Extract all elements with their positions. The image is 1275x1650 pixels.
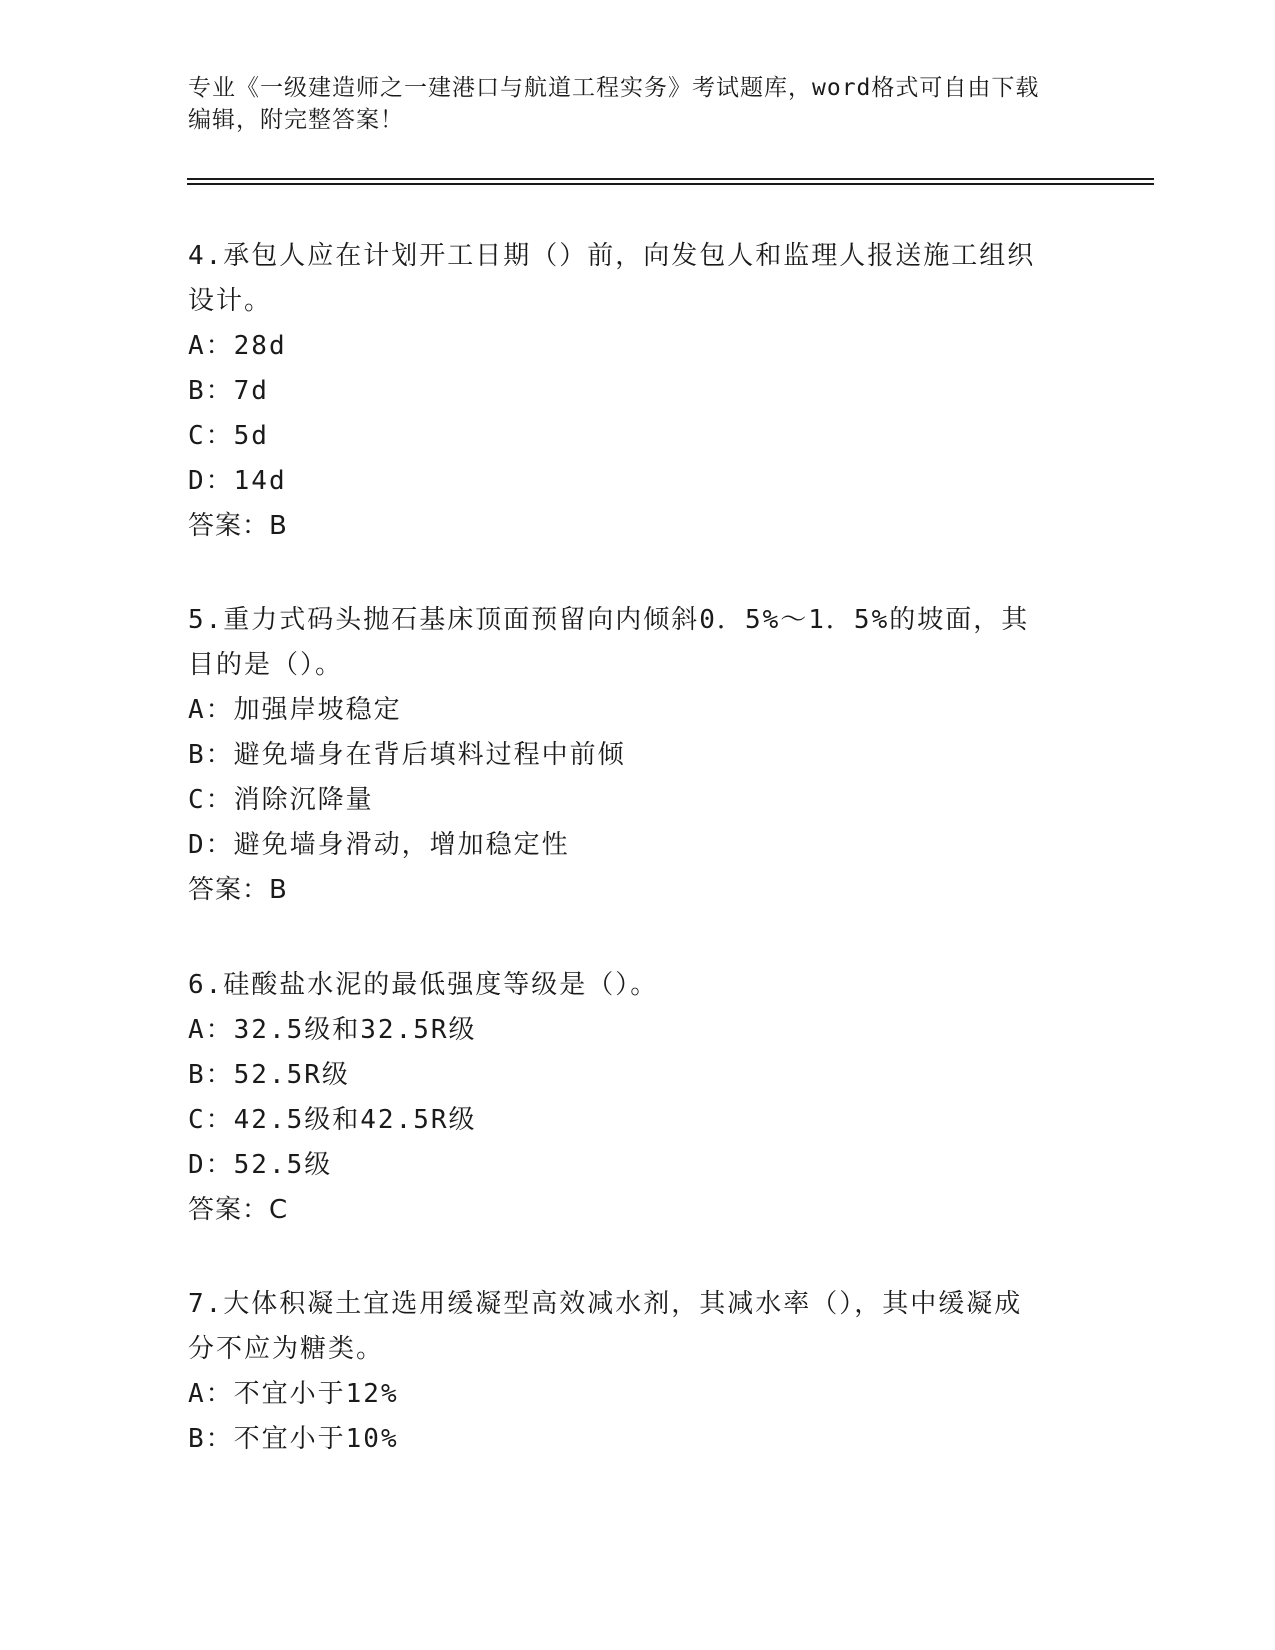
option-a: A：28d xyxy=(188,331,287,361)
header-divider-top xyxy=(187,178,1154,180)
option-b: B：避免墙身在背后填料过程中前倾 xyxy=(188,740,626,770)
question-5 xyxy=(188,598,1068,913)
answer: 答案：C xyxy=(188,1195,289,1225)
answer: 答案：B xyxy=(188,511,288,541)
header-line-2: 编辑，附完整答案！ xyxy=(188,107,404,133)
option-d: D：52.5级 xyxy=(188,1150,333,1180)
question-7 xyxy=(188,1282,1068,1462)
header-line-1: 专业《一级建造师之一建港口与航道工程实务》考试题库，word格式可自由下载 xyxy=(188,75,1040,101)
option-c: C：42.5级和42.5R级 xyxy=(188,1105,477,1135)
question-4 xyxy=(188,234,1068,549)
option-c: C：消除沉降量 xyxy=(188,785,374,815)
question-text-line-2: 分不应为糖类。 xyxy=(188,1334,385,1364)
option-b: B：52.5R级 xyxy=(188,1060,350,1090)
question-text-line-2: 设计。 xyxy=(188,286,273,316)
answer: 答案：B xyxy=(188,875,288,905)
question-6 xyxy=(188,963,1068,1233)
option-d: D：14d xyxy=(188,466,287,496)
header-divider-bottom xyxy=(187,183,1154,185)
question-text-line-1: 7.大体积凝土宜选用缓凝型高效减水剂，其减水率（），其中缓凝成 xyxy=(188,1289,1023,1319)
option-a: A：加强岸坡稳定 xyxy=(188,695,402,725)
option-d: D：避免墙身滑动，增加稳定性 xyxy=(188,830,570,860)
option-c: C：5d xyxy=(188,421,269,451)
option-b: B：7d xyxy=(188,376,269,406)
option-b: B：不宜小于10% xyxy=(188,1424,399,1454)
option-a: A：不宜小于12% xyxy=(188,1379,399,1409)
question-text-line-1: 5.重力式码头抛石基床顶面预留向内倾斜0．5%～1．5%的坡面，其 xyxy=(188,605,1030,635)
option-a: A：32.5级和32.5R级 xyxy=(188,1015,477,1045)
document-header xyxy=(188,72,1068,136)
question-text-line-2: 目的是（）。 xyxy=(188,650,344,680)
question-text-line-1: 6.硅酸盐水泥的最低强度等级是（）。 xyxy=(188,970,659,1000)
question-text-line-1: 4.承包人应在计划开工日期（）前，向发包人和监理人报送施工组织 xyxy=(188,241,1036,271)
